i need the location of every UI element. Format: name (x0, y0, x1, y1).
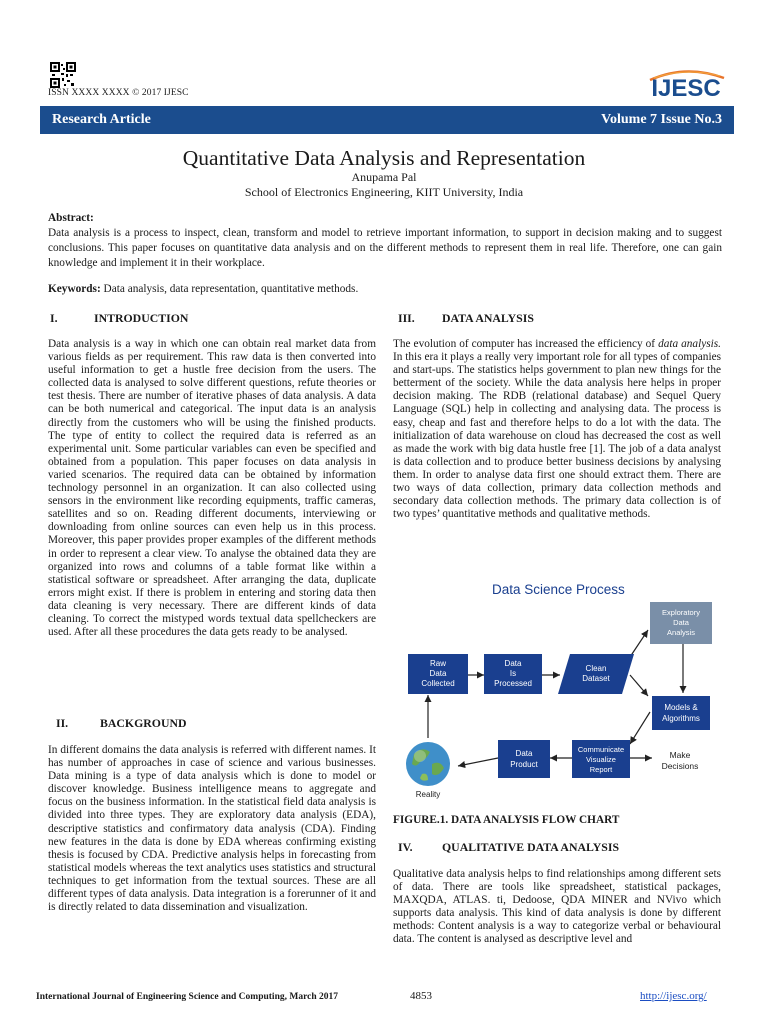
section-number: II. (56, 716, 69, 730)
data-analysis-text-part: In this era it plays a really very important role for all types of companies and start-ups. The statistics helps government to plan new things for the betterment of the society. While the data analysis here helps in proper decision making. The RDB (relational database) and Sequel Query Language (SQL) help in collecting and analysing data. The process is easy, cheap and fast and therefore helps to do a lot with the data. The initialization of data warehouse on cloud has decreased the cost as well as made the work with big data hustle free [1]. The job of a data analyst is data collection and to produce better business decisions by analysing them. In order to analyse data first one should extract them. There are two ways of data collection, primary data collection methods and secondary data collection methods. The primary data collection is of two types’ quantitative methods and qualitative methods. (393, 351, 721, 521)
introduction-text: Data analysis is a way in which one can obtain real market data from various fields as per requirement. This raw data is then converted into useful information to get a hustle free decision from the users. The collected data is analysed to solve different questions, refute theories or test thesis. There are number of iterative phases of data analysis. A data can be both numerical and categorical. The input data is an analysis directly from the customers who will be using the finished products. The type of entity to collect the required data is referred as an experimental unit. Some particular variables can even be specified and obtained from a population. This paper focuses on data analysis in varied scenarios. The required data can be obtained by information technology personnel in an organization. It can also collected using sensors in the environment like recording equipments, traffic cameras, satellites and so on. Reading different documents, interviewing or downloading from online sources can even help us in this process. Moreover, this paper provides proper examples of the different methods in order to represent a clear view. To analyse the obtained data they are organized into rows and columns of a table format like within a statistical software or spreadsheet. After arranging the data, duplicate errors might exist. If there is problem in entering and storing data then data cleaning is very necessary. There are different kinds of data cleaning. To correct the mistyped words textual data spellcheckers are used. After all these procedures the data gets ready to be analysed. (48, 338, 376, 639)
node-decisions-line1: Make (669, 750, 691, 760)
keywords-text: Data analysis, data representation, quantitative methods. (103, 283, 359, 295)
node-communicate-line1: Communicate (577, 745, 625, 754)
section-heading-background (56, 716, 187, 731)
node-models-line2: Algorithms (662, 714, 700, 723)
abstract (48, 211, 722, 271)
abstract-text: Data analysis is a process to inspect, clean, transform and model to retrieve important information, to support in decision making and to suggest conclusions. This paper focuses on quantitative data analysis and on the different methods to represent them in real life. Therefore, one can gain knowledge and implement it in their workplace. (48, 227, 722, 269)
node-raw-line2: Data (429, 669, 447, 678)
data-analysis-italic: data analysis. (658, 338, 721, 350)
node-processed-line1: Data (504, 659, 522, 668)
article-type: Research Article (52, 112, 151, 127)
background-text: In different domains the data analysis is referred with different names. It has number of approaches in case of science and various businesses. Data mining is a type of data analysis which is done to model or discover knowledge. Business intelligence means to aggregate and focus on the business information. In the statistical field data analysis is divided into three types. They are exploratory data analysis (EDA), descriptive statistics and confirmatory data analysis (CDA). Finding new features in the data is done by EDA whereas confirming existing thesis is focused by CDA. Predictive analysis helps in forecasting from statistical models whereas the text analytics uses statistics and structural techniques to get information from the textual sources. These are all different types of data analysis. Data integration is a forerunner of it and is directly related to data dissemination and visualization. (48, 744, 376, 914)
section-heading-introduction (50, 311, 188, 326)
node-models-line1: Models & (664, 703, 698, 712)
author-name: Anupama Pal (351, 170, 417, 184)
author-block (40, 170, 728, 200)
node-processed-line3: Processed (494, 679, 532, 688)
section-number: I. (50, 311, 58, 325)
node-eda-line1: Exploratory (662, 608, 700, 617)
globe-icon (406, 742, 450, 786)
section-title: QUALITATIVE DATA ANALYSIS (442, 840, 620, 854)
figure-title: Data Science Process (492, 582, 625, 597)
node-product-line2: Product (510, 760, 538, 769)
data-analysis-text-part: The evolution of computer has increased the efficiency of (393, 338, 659, 350)
node-processed-line2: Is (509, 669, 517, 678)
node-communicate-line3: Report (589, 765, 613, 774)
keywords-label: Keywords: (48, 283, 101, 295)
data-science-process-figure (398, 578, 728, 803)
section-title: BACKGROUND (100, 716, 187, 730)
section-number: IV. (398, 840, 413, 854)
data-analysis-text (393, 338, 721, 521)
section-title: DATA ANALYSIS (442, 311, 534, 325)
node-communicate-line2: Visualize (586, 755, 616, 764)
journal-logo (640, 64, 732, 100)
journal-url-link[interactable]: http://ijesc.org/ (640, 990, 707, 1002)
node-product-line1: Data (515, 749, 533, 758)
section-number: III. (398, 311, 415, 325)
flow-arrows (428, 630, 683, 766)
node-decisions-line2: Decisions (661, 761, 699, 771)
node-reality-label: Reality (415, 790, 441, 799)
node-models-algorithms (652, 696, 710, 730)
qr-code-icon (50, 62, 76, 88)
section-title: INTRODUCTION (94, 311, 189, 325)
node-data-product (498, 740, 550, 778)
node-raw-line1: Raw (429, 659, 447, 668)
node-eda-line3: Analysis (667, 628, 695, 637)
author-affiliation: School of Electronics Engineering, KIIT University, India (244, 185, 524, 199)
node-clean-line1: Clean (585, 664, 607, 673)
volume-issue: Volume 7 Issue No.3 (601, 112, 722, 127)
node-clean-line2: Dataset (582, 674, 610, 683)
node-raw-line3: Collected (421, 679, 455, 688)
paper-title: Quantitative Data Analysis and Representation (182, 146, 586, 170)
header-band (40, 106, 734, 134)
footer-journal: International Journal of Engineering Science and Computing, March 2017 (36, 992, 338, 1002)
qualitative-text: Qualitative data analysis helps to find relationships among different sets of data. There are tools like spreadsheet, statistical packages, MAXQDA, ATLAS. ti, Dedoose, QDA MINER and NVivo which supports data analysis. This kind of data analysis is done by different methods: Content analysis is a way to categorize verbal or behavioural data. The content is analysed as descriptive level and (393, 868, 721, 946)
section-heading-qualitative (398, 840, 619, 855)
node-eda-line2: Data (673, 618, 689, 627)
logo-text: IJESC (651, 75, 721, 100)
keywords (48, 283, 722, 295)
abstract-label: Abstract: (48, 212, 94, 224)
page-number: 4853 (410, 990, 432, 1002)
issn-line: ISSN XXXX XXXX © 2017 IJESC (48, 88, 189, 98)
figure-caption: FIGURE.1. DATA ANALYSIS FLOW CHART (393, 814, 620, 826)
section-heading-data-analysis (398, 311, 534, 326)
